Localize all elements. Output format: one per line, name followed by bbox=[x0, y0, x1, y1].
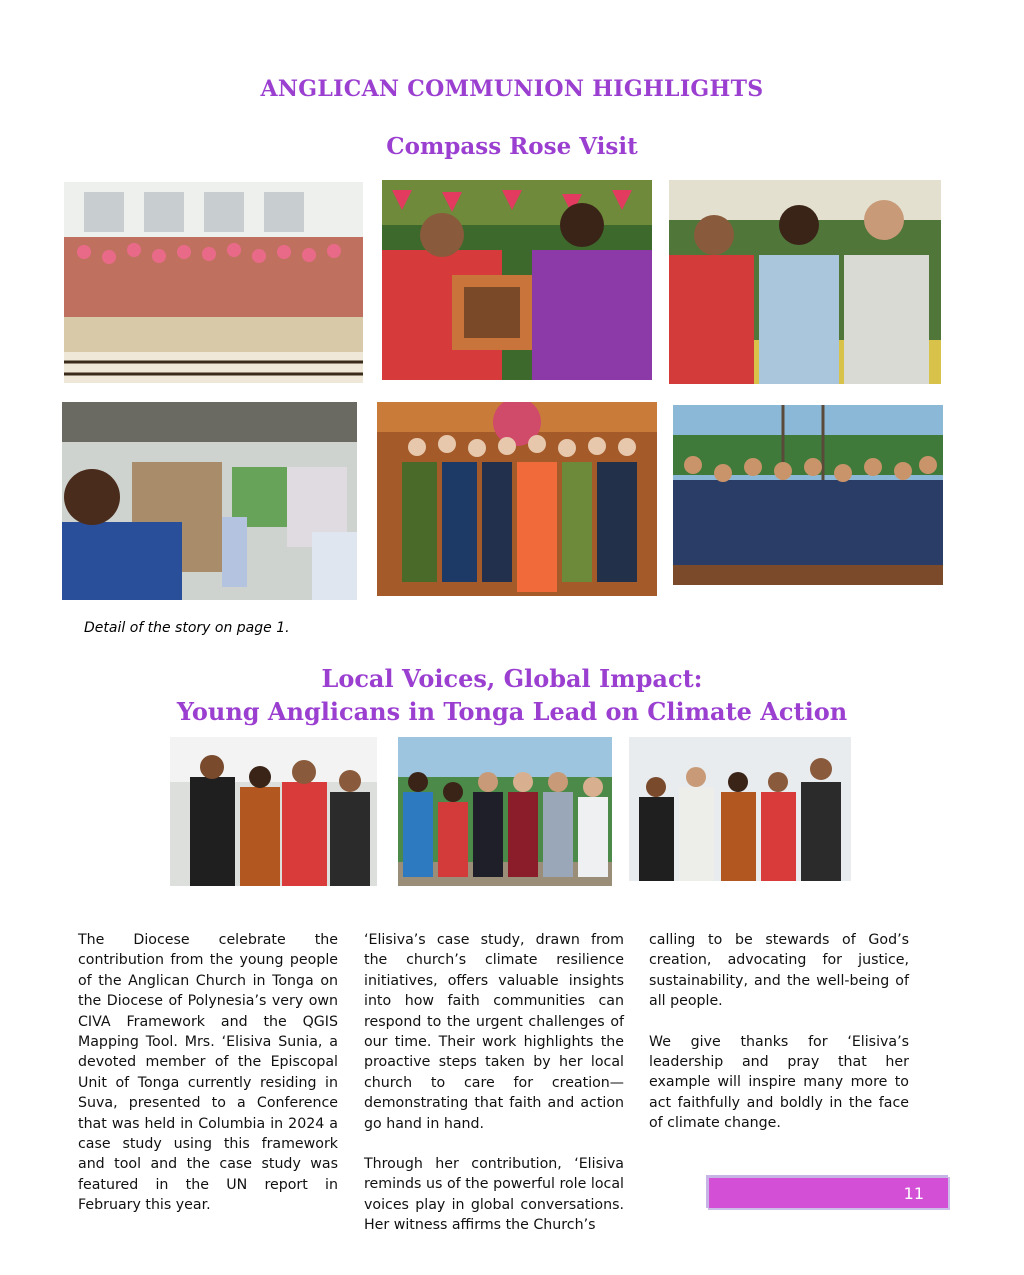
photo-conference-delegates bbox=[398, 737, 612, 886]
article-title bbox=[0, 662, 1024, 728]
section-subtitle: Compass Rose Visit bbox=[386, 133, 638, 160]
photo-gift-presentation bbox=[382, 180, 652, 380]
article-paragraph: We give thanks for ‘Elisiva’s leadership and pray that her example will inspire many more to act faithfully and boldly in the face of climate change. bbox=[649, 1033, 909, 1132]
article-title-line-2: Young Anglicans in Tonga Lead on Climate Action bbox=[176, 697, 848, 726]
photo-group-meeting bbox=[64, 182, 363, 383]
article-paragraph: ‘Elisiva’s case study, drawn from the church’s climate resilience initiatives, offers valuable insights into how faith communities can respond to the urgent challenges of our time. Their work highlights the proactive steps taken by her local church to care for creation—demonstrating that faith and action go hand in hand. bbox=[364, 932, 624, 1132]
photo-caption: Detail of the story on page 1. bbox=[84, 620, 290, 636]
photo-tonga-delegates bbox=[170, 737, 377, 886]
photo-boat-group bbox=[673, 405, 943, 585]
article-column-1 bbox=[78, 930, 338, 1236]
article-column-2 bbox=[364, 930, 624, 1256]
article-paragraph: calling to be stewards of God’s creation, advocating for justice, sustainability, and the well-being of all people. bbox=[649, 932, 909, 1010]
article-column-3 bbox=[649, 930, 909, 1154]
photo-library-visit bbox=[62, 402, 357, 600]
article-paragraph: The Diocese celebrate the contribution from the young people of the Anglican Church in Tonga on the Diocese of Polynesia’s very own CIVA Framework and the QGIS Mapping Tool. Mrs. ‘Elisiva Sunia, a devoted member of the Episcopal Unit of Tonga currently residing in Suva, presented to a Conference that was held in Columbia in 2024 a case study using this framework and tool and the case study was featured in the UN report in February this year. bbox=[78, 932, 338, 1214]
photo-office-group bbox=[629, 737, 851, 881]
page-number-bar bbox=[706, 1175, 948, 1208]
article-paragraph: Through her contribution, ‘Elisiva reminds us of the powerful role local voices play in global conversations. Her witness affirms the Church’s bbox=[364, 1156, 624, 1234]
photo-church-group bbox=[377, 402, 657, 596]
article-title-line-1: Local Voices, Global Impact: bbox=[321, 664, 703, 693]
page-number: 11 bbox=[903, 1184, 924, 1203]
photo-three-men bbox=[669, 180, 941, 384]
page-title: ANGLICAN COMMUNION HIGHLIGHTS bbox=[260, 76, 764, 102]
